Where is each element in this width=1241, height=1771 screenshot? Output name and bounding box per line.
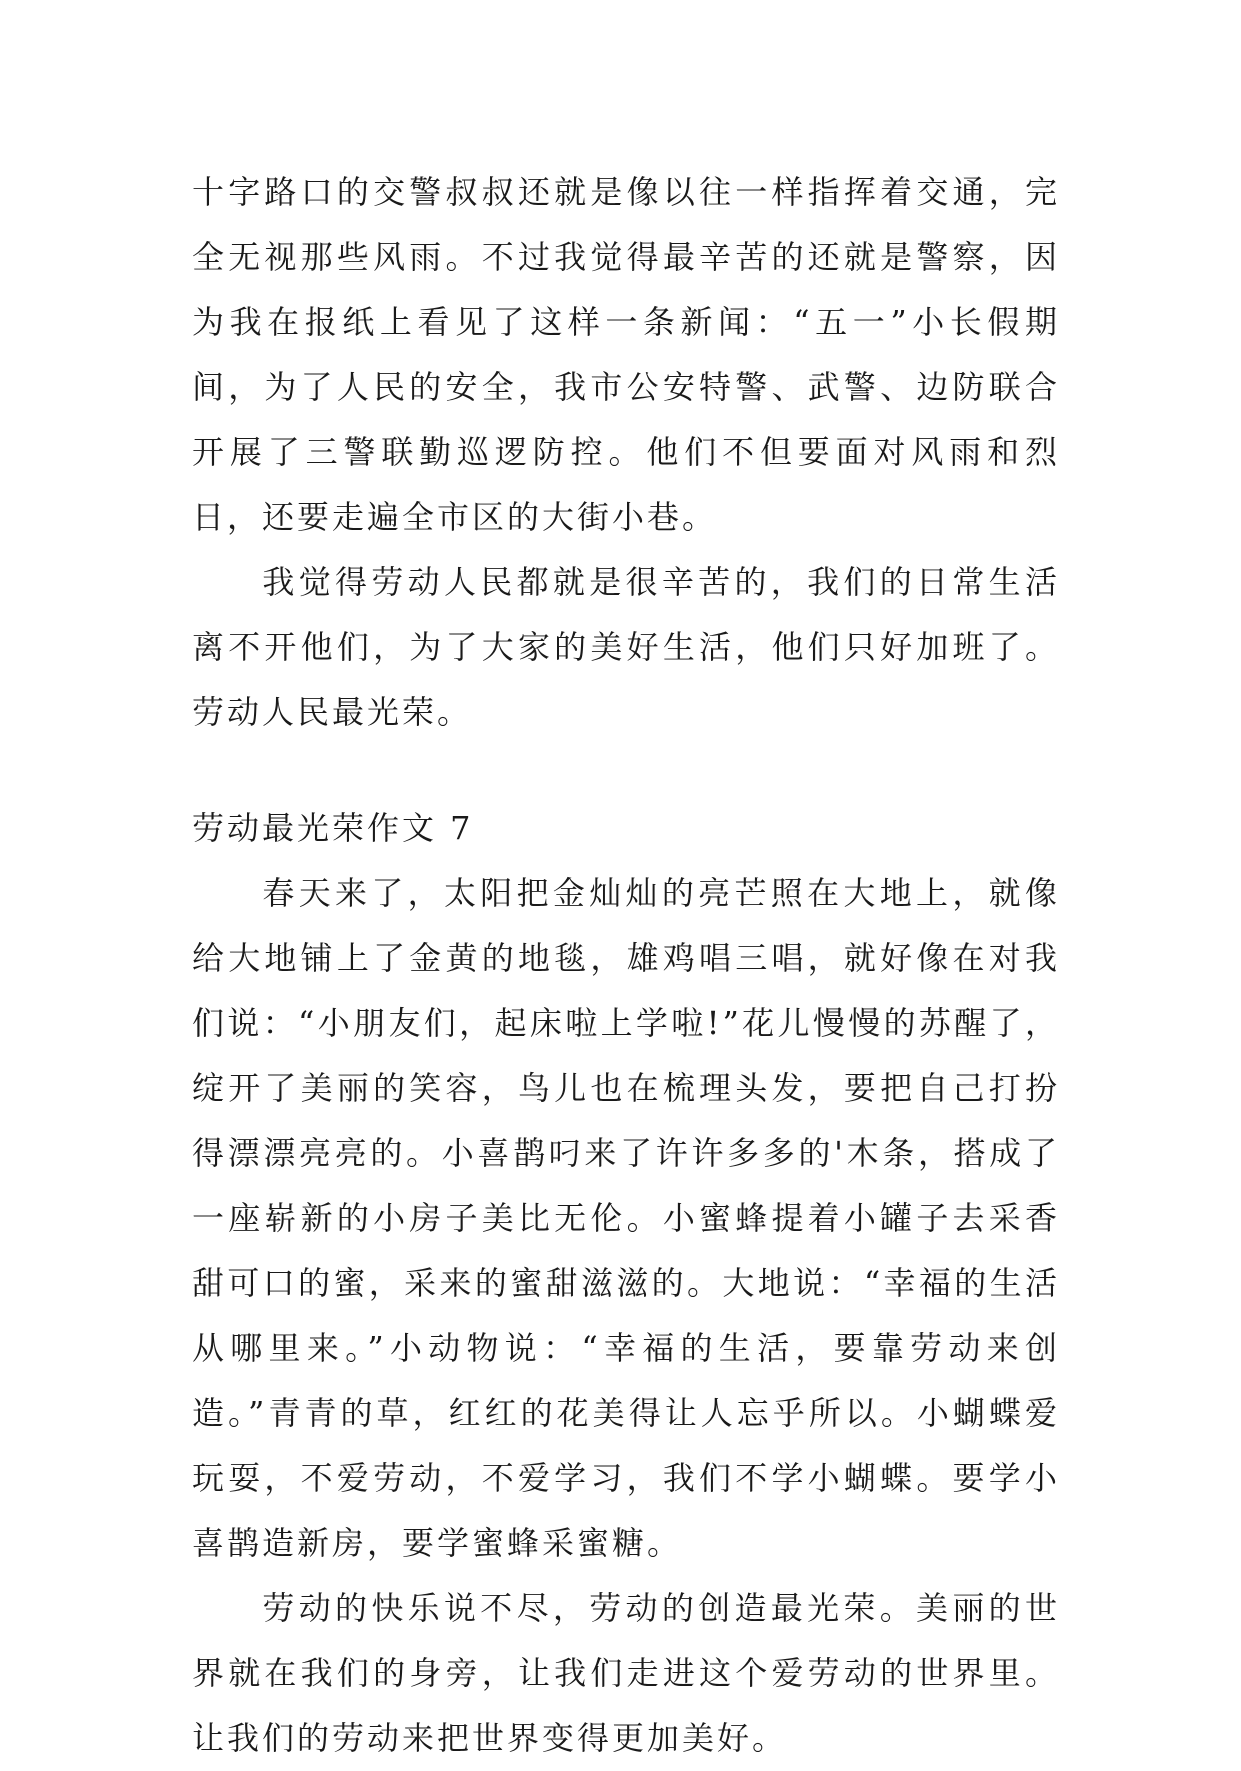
paragraph: 春天来了，太阳把金灿灿的亮芒照在大地上，就像给大地铺上了金黄的地毯，雄鸡唱三唱，就好像在对我们说：“小朋友们，起床啦上学啦!”花儿慢慢的苏醒了，绽开了美丽的笑容，鸟儿也在梳理头发，要把自己打扮得漂漂亮亮的。小喜鹊叼来了许许多多的'木条，搭成了一座崭新的小房子美比无伦。小蜜蜂提着小罐子去采香甜可口的蜜，采来的蜜甜滋滋的。大地说：“幸福的生活从哪里来。”小动物说：“幸福的生活，要靠劳动来创造。”青青的草，红红的花美得让人忘乎所以。小蝴蝶爱玩耍，不爱劳动，不爱学习，我们不学小蝴蝶。要学小喜鹊造新房，要学蜜蜂采蜜糖。 [192, 874, 1060, 1562]
paragraph: 我觉得劳动人民都就是很辛苦的，我们的日常生活离不开他们，为了大家的美好生活，他们只好加班了。劳动人民最光荣。 [192, 563, 1060, 731]
document-body [192, 160, 1060, 1771]
paragraph-continued: 十字路口的交警叔叔还就是像以往一样指挥着交通，完全无视那些风雨。不过我觉得最辛苦的还就是警察，因为我在报纸上看见了这样一条新闻：“五一”小长假期间，为了人民的安全，我市公安特警、武警、边防联合开展了三警联勤巡逻防控。他们不但要面对风雨和烈日，还要走遍全市区的大街小巷。 [192, 173, 1060, 536]
essay-heading: 劳动最光荣作文 7 [192, 809, 474, 847]
paragraph: 劳动的快乐说不尽，劳动的创造最光荣。美丽的世界就在我们的身旁，让我们走进这个爱劳动的世界里。让我们的劳动来把世界变得更加美好。 [192, 1589, 1060, 1757]
